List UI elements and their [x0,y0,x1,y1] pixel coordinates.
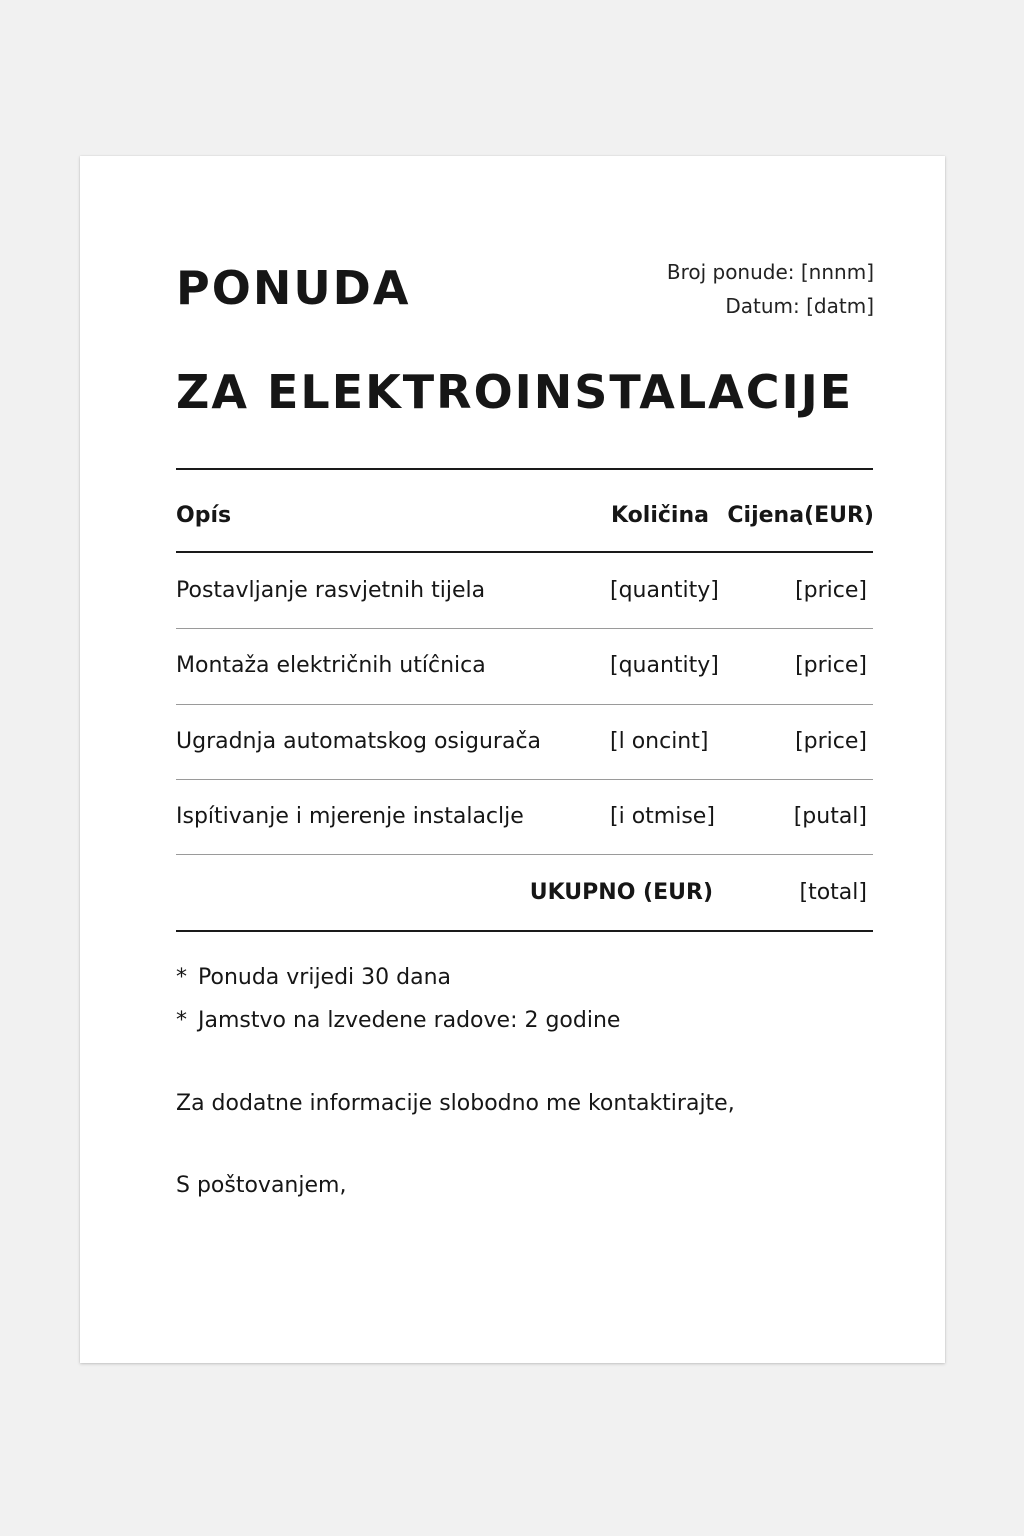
row-divider [176,779,873,780]
row-price: [price] [795,653,867,678]
header-price: Cijena(EUR) [727,503,874,528]
contact-line: Za dodatne informacije slobodno me kontaktirajte, [176,1091,735,1116]
bullet-asterisk: * [176,965,187,990]
row-divider [176,628,873,629]
table-bottom-rule [176,930,873,932]
row-price: [price] [795,578,867,603]
note-text: Jamstvo na lzvedene radove: 2 godine [198,1008,621,1033]
bullet-asterisk: * [176,1008,187,1033]
row-description: Ispítivanje i mjerenje instalaclje [176,804,524,829]
row-divider [176,704,873,705]
row-price: [price] [795,729,867,754]
row-quantity: [l oncint] [610,729,709,754]
row-description: Montaža električnih utíĉnica [176,653,486,678]
row-price: [putal] [793,804,867,829]
header-bottom-rule [176,551,873,553]
note-item [176,1010,620,1032]
offer-date: Datum: [datm] [725,294,874,318]
document-subtitle: ZA ELEKTROINSTALACIJE [176,365,854,419]
total-label: UKUPNO (EUR) [529,880,713,905]
row-description: Postavljanje rasvjetnih tijela [176,578,486,603]
offer-document [80,156,945,1363]
regards-line: S poštovanjem, [176,1173,347,1198]
row-quantity: [quantity] [610,653,719,678]
row-description: Ugradnja automatskog osigurača [176,729,542,754]
row-quantity: [quantity] [610,578,719,603]
row-quantity: [i otmise] [610,804,715,829]
table-top-rule [176,468,873,470]
total-value: [total] [799,880,867,905]
offer-number: Broj ponude: [nnnm] [666,260,874,284]
document-title: PONUDA [176,261,411,315]
note-item [176,967,451,989]
note-text: Ponuda vrijedi 30 dana [198,965,452,990]
header-quantity: Količina [611,503,709,528]
header-description: Opís [176,503,232,528]
row-divider [176,854,873,855]
